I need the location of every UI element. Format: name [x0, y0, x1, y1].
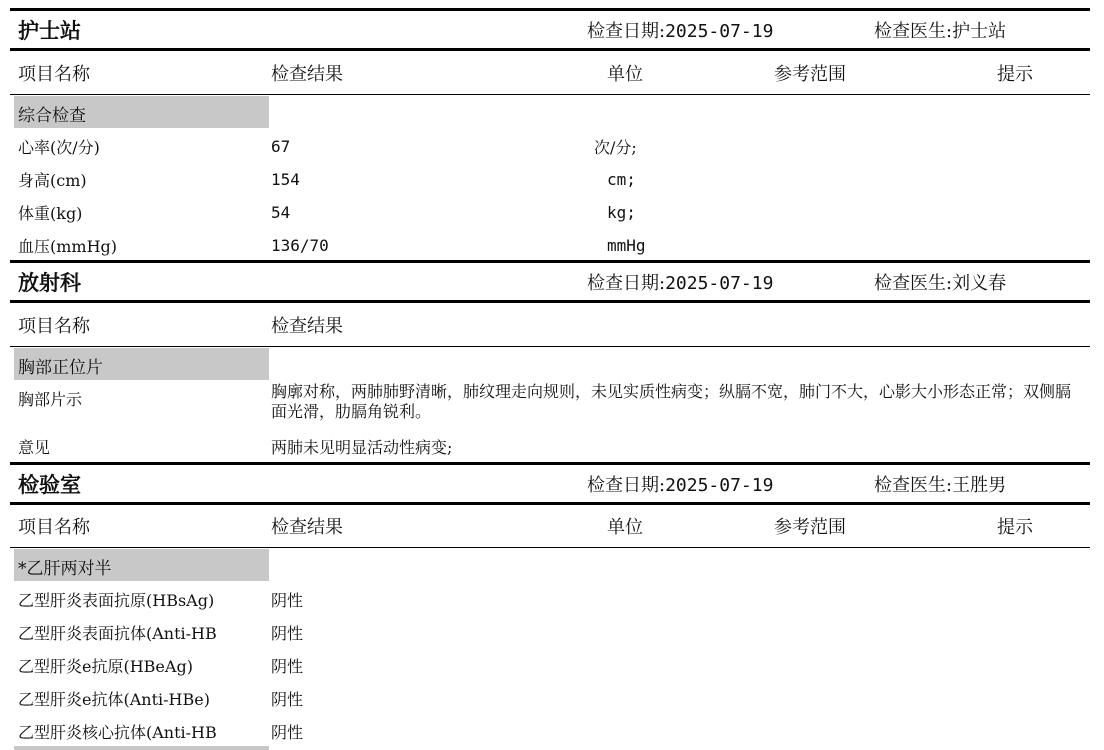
exam-doctor: [874, 17, 1006, 43]
section-title-radiology: 放射科: [18, 270, 81, 295]
exam-date-label: 检查日期:: [587, 475, 666, 496]
result-row-label: 心率(次/分): [18, 138, 100, 157]
result-row-label: 体重(kg): [18, 204, 83, 223]
col-header-unit: 单位: [607, 517, 643, 538]
column-header-rule: [10, 346, 1090, 347]
result-row-label: 血压(mmHg): [18, 237, 118, 256]
section-title-lab: 检验室: [18, 472, 81, 497]
exam-doctor-label: 检查医生:: [874, 475, 953, 496]
column-header-rule: [10, 547, 1090, 548]
section-header-rule: [10, 502, 1090, 505]
exam-doctor-label: 检查医生:: [874, 273, 953, 294]
opinion-label: 意见: [18, 438, 51, 457]
exam-doctor-value: 王胜男: [952, 475, 1007, 496]
exam-doctor-value: 刘义春: [952, 273, 1007, 294]
result-row-label: 乙型肝炎e抗原(HBeAg): [18, 657, 193, 676]
column-header-rule: [10, 94, 1090, 95]
section-top-rule: [10, 8, 1090, 11]
col-header-result: 检查结果: [271, 64, 343, 85]
section-header-rule: [10, 48, 1090, 51]
exam-date-value: 2025-07-19: [665, 273, 774, 294]
col-header-hint: 提示: [997, 64, 1033, 85]
category-label: *乙肝两对半: [18, 559, 112, 579]
result-row-value: 136/70: [271, 236, 329, 255]
col-header-range: 参考范围: [774, 517, 846, 538]
opinion-text: 两肺未见明显活动性病变;: [271, 438, 453, 457]
result-row-label: 乙型肝炎e抗体(Anti-HBe): [18, 690, 210, 709]
result-row-label: 身高(cm): [18, 171, 87, 190]
result-row-label: 乙型肝炎表面抗体(Anti-HB: [18, 624, 217, 643]
result-row-value: 154: [271, 170, 300, 189]
exam-doctor: [874, 269, 1006, 295]
section-top-rule: [10, 260, 1090, 263]
section-title-nurse: 护士站: [18, 18, 81, 43]
result-row-value: 阴性: [271, 624, 304, 643]
col-header-item: 项目名称: [18, 517, 90, 538]
result-row-value: 54: [271, 203, 291, 222]
col-header-hint: 提示: [997, 517, 1033, 538]
result-row-unit: mmHg: [607, 236, 646, 255]
result-row-value: 阴性: [271, 657, 304, 676]
result-row-label: 乙型肝炎表面抗原(HBsAg): [18, 591, 215, 610]
col-header-range: 参考范围: [774, 64, 846, 85]
section-header-rule: [10, 300, 1090, 303]
section-top-rule: [10, 462, 1090, 465]
result-row-unit: cm;: [607, 170, 636, 189]
result-row-value: 67: [271, 137, 291, 156]
result-row-unit: 次/分;: [594, 138, 637, 157]
finding-label: 胸部片示: [18, 390, 83, 409]
exam-date: [587, 269, 773, 295]
exam-doctor-label: 检查医生:: [874, 21, 953, 42]
result-row-value: 阴性: [271, 690, 304, 709]
exam-date-value: 2025-07-19: [665, 475, 774, 496]
result-row-label: 乙型肝炎核心抗体(Anti-HB: [18, 723, 217, 742]
category-bar: [14, 746, 269, 750]
col-header-result: 检查结果: [271, 517, 343, 538]
category-label: 综合检查: [18, 106, 86, 126]
finding-text: 胸廓对称，两肺肺野清晰，肺纹理走向规则，未见实质性病变；纵膈不宽，肺门不大，心影大小形态正常；双侧膈面光滑，肋膈角锐利。: [271, 382, 1072, 421]
col-header-unit: 单位: [607, 64, 643, 85]
exam-date-label: 检查日期:: [587, 273, 666, 294]
exam-date: [587, 471, 773, 497]
exam-doctor: [874, 471, 1006, 497]
result-row-value: 阴性: [271, 723, 304, 742]
exam-date-value: 2025-07-19: [665, 21, 774, 42]
exam-date-label: 检查日期:: [587, 21, 666, 42]
exam-date: [587, 17, 773, 43]
col-header-item: 项目名称: [18, 64, 90, 85]
result-row-value: 阴性: [271, 591, 304, 610]
result-row-unit: kg;: [607, 203, 636, 222]
exam-doctor-value: 护士站: [952, 21, 1007, 42]
col-header-item: 项目名称: [18, 316, 90, 337]
col-header-result: 检查结果: [271, 316, 343, 337]
category-label: 胸部正位片: [18, 358, 103, 378]
